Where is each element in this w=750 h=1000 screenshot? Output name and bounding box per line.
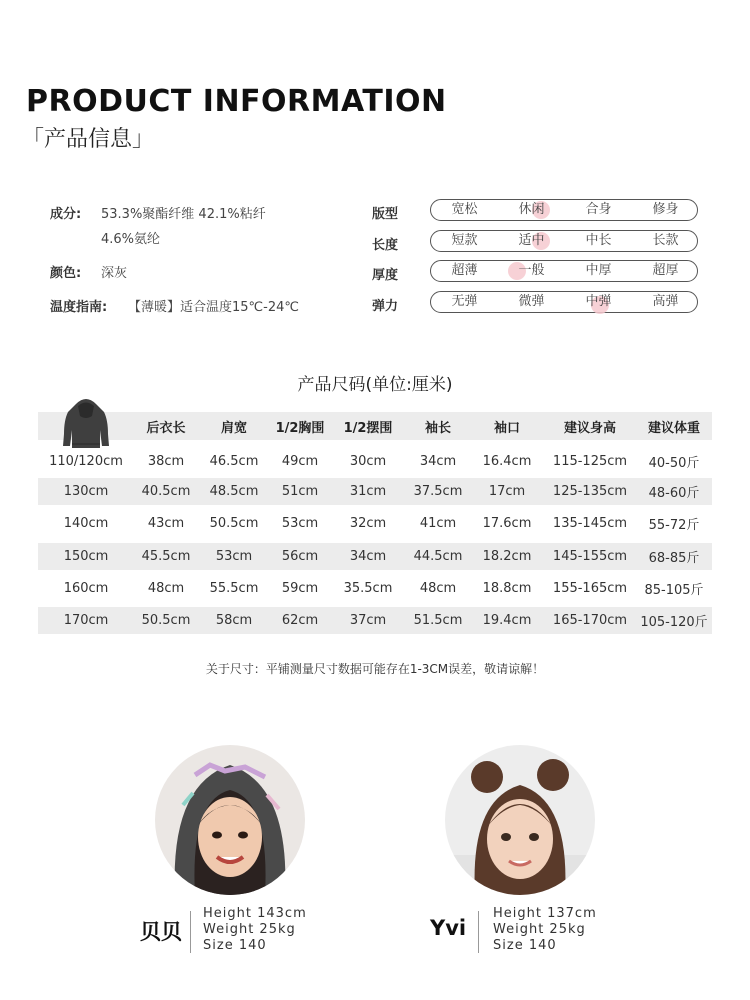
table-row bbox=[38, 607, 712, 634]
table-cell: 150cm bbox=[63, 549, 109, 564]
table-cell: 17cm bbox=[488, 484, 526, 499]
table-cell: 55-72斤 bbox=[648, 518, 700, 533]
attr-option: 超厚 bbox=[652, 263, 679, 278]
table-header-cell: 袖长 bbox=[424, 420, 451, 436]
attr-option: 长款 bbox=[652, 233, 679, 248]
table-cell: 18.2cm bbox=[482, 549, 532, 564]
table-cell: 41cm bbox=[419, 516, 457, 531]
table-cell: 49cm bbox=[281, 454, 319, 469]
model-photo bbox=[445, 745, 595, 895]
size-note: 关于尺寸：平铺测量尺寸数据可能存在1-3CM误差，敬请谅解！ bbox=[205, 662, 545, 676]
attr-label-length: 长度 bbox=[372, 238, 399, 253]
table-header-cell: 肩宽 bbox=[220, 420, 247, 436]
attr-option: 高弹 bbox=[652, 294, 679, 309]
attr-label-fit: 版型 bbox=[372, 207, 399, 222]
model-name: Yvi bbox=[430, 916, 467, 940]
color-value: 深灰 bbox=[101, 266, 128, 281]
table-cell: 46.5cm bbox=[209, 454, 259, 469]
attr-option: 宽松 bbox=[451, 202, 478, 217]
hoodie-icon bbox=[56, 393, 116, 453]
attr-scale-thickness bbox=[430, 260, 698, 282]
model-height: Height 137cm bbox=[493, 906, 597, 921]
table-cell: 32cm bbox=[349, 516, 387, 531]
model-weight: Weight 25kg bbox=[203, 922, 296, 937]
table-cell: 53cm bbox=[215, 549, 253, 564]
table-cell: 125-135cm bbox=[552, 484, 628, 499]
table-header-cell: 袖口 bbox=[493, 420, 520, 436]
model-size: Size 140 bbox=[203, 938, 267, 953]
table-cell: 17.6cm bbox=[482, 516, 532, 531]
table-cell: 170cm bbox=[63, 613, 109, 628]
table-cell: 50.5cm bbox=[141, 613, 191, 628]
attr-option: 微弹 bbox=[518, 294, 545, 309]
table-cell: 40-50斤 bbox=[648, 456, 700, 471]
table-cell: 34cm bbox=[419, 454, 457, 469]
table-header-row bbox=[38, 412, 712, 440]
table-row bbox=[38, 575, 712, 602]
table-header-cell: 1/2胸围 bbox=[275, 420, 325, 436]
composition-line1: 53.3%聚酯纤维 42.1%粘纤 bbox=[101, 207, 266, 222]
title-en: PRODUCT INFORMATION bbox=[26, 84, 447, 119]
table-cell: 19.4cm bbox=[482, 613, 532, 628]
size-table-title: 产品尺码(单位:厘米) bbox=[297, 375, 453, 395]
title-cn: 「产品信息」 bbox=[22, 127, 155, 152]
table-cell: 48-60斤 bbox=[648, 486, 700, 501]
table-cell: 38cm bbox=[147, 454, 185, 469]
attr-option: 无弹 bbox=[451, 294, 478, 309]
table-cell: 130cm bbox=[63, 484, 109, 499]
table-header-cell: 建议体重 bbox=[647, 420, 700, 436]
table-cell: 165-170cm bbox=[552, 613, 628, 628]
composition-label: 成分: bbox=[50, 207, 82, 222]
attr-option: 修身 bbox=[652, 202, 679, 217]
attr-option: 中厚 bbox=[585, 263, 612, 278]
divider bbox=[190, 911, 191, 953]
table-cell: 37.5cm bbox=[413, 484, 463, 499]
table-cell: 56cm bbox=[281, 549, 319, 564]
table-row bbox=[38, 510, 712, 537]
attr-option: 短款 bbox=[451, 233, 478, 248]
table-cell: 50.5cm bbox=[209, 516, 259, 531]
table-cell: 44.5cm bbox=[413, 549, 463, 564]
table-cell: 115-125cm bbox=[552, 454, 628, 469]
table-cell: 51cm bbox=[281, 484, 319, 499]
table-cell: 16.4cm bbox=[482, 454, 532, 469]
attr-option-selected: 适中 bbox=[498, 231, 565, 250]
temp-label: 温度指南: bbox=[50, 300, 108, 315]
attr-option: 合身 bbox=[585, 202, 612, 217]
table-cell: 48cm bbox=[147, 581, 185, 596]
attr-scale-fit bbox=[430, 199, 698, 221]
table-cell: 59cm bbox=[281, 581, 319, 596]
table-cell: 135-145cm bbox=[552, 516, 628, 531]
color-label: 颜色: bbox=[50, 266, 82, 281]
table-cell: 30cm bbox=[349, 454, 387, 469]
table-cell: 37cm bbox=[349, 613, 387, 628]
table-row bbox=[38, 543, 712, 570]
attr-option-selected: 休闲 bbox=[498, 200, 565, 219]
composition-line2: 4.6%氨纶 bbox=[101, 232, 161, 247]
attr-option: 超薄 bbox=[451, 263, 478, 278]
attr-option-selected: 中弹 bbox=[565, 292, 632, 311]
table-cell: 140cm bbox=[63, 516, 109, 531]
table-cell: 68-85斤 bbox=[648, 551, 700, 566]
table-cell: 85-105斤 bbox=[644, 583, 704, 598]
table-cell: 48.5cm bbox=[209, 484, 259, 499]
model-name: 贝贝 bbox=[140, 920, 182, 944]
table-cell: 62cm bbox=[281, 613, 319, 628]
table-cell: 18.8cm bbox=[482, 581, 532, 596]
table-cell: 53cm bbox=[281, 516, 319, 531]
table-cell: 51.5cm bbox=[413, 613, 463, 628]
table-header-cell: 后衣长 bbox=[146, 420, 186, 436]
model-size: Size 140 bbox=[493, 938, 557, 953]
temp-value: 【薄暖】适合温度15℃-24℃ bbox=[128, 300, 299, 315]
table-row bbox=[38, 448, 712, 475]
attr-option-selected: 一般 bbox=[498, 261, 565, 280]
attr-scale-length bbox=[430, 230, 698, 252]
table-cell: 160cm bbox=[63, 581, 109, 596]
attr-label-elasticity: 弹力 bbox=[372, 299, 399, 314]
table-header-cell: 1/2摆围 bbox=[343, 420, 393, 436]
table-cell: 55.5cm bbox=[209, 581, 259, 596]
table-row bbox=[38, 478, 712, 505]
table-cell: 110/120cm bbox=[49, 454, 123, 469]
model-photo bbox=[155, 745, 305, 895]
table-cell: 35.5cm bbox=[343, 581, 393, 596]
table-cell: 34cm bbox=[349, 549, 387, 564]
table-cell: 40.5cm bbox=[141, 484, 191, 499]
attr-option: 中长 bbox=[585, 233, 612, 248]
table-cell: 155-165cm bbox=[552, 581, 628, 596]
attr-label-thickness: 厚度 bbox=[372, 268, 399, 283]
table-cell: 145-155cm bbox=[552, 549, 628, 564]
table-cell: 58cm bbox=[215, 613, 253, 628]
divider bbox=[478, 911, 479, 953]
model-height: Height 143cm bbox=[203, 906, 307, 921]
table-header-cell: 建议身高 bbox=[563, 420, 616, 436]
table-cell: 105-120斤 bbox=[640, 615, 708, 630]
model-weight: Weight 25kg bbox=[493, 922, 586, 937]
table-cell: 45.5cm bbox=[141, 549, 191, 564]
attr-scale-elasticity bbox=[430, 291, 698, 313]
table-cell: 31cm bbox=[349, 484, 387, 499]
table-cell: 48cm bbox=[419, 581, 457, 596]
table-cell: 43cm bbox=[147, 516, 185, 531]
